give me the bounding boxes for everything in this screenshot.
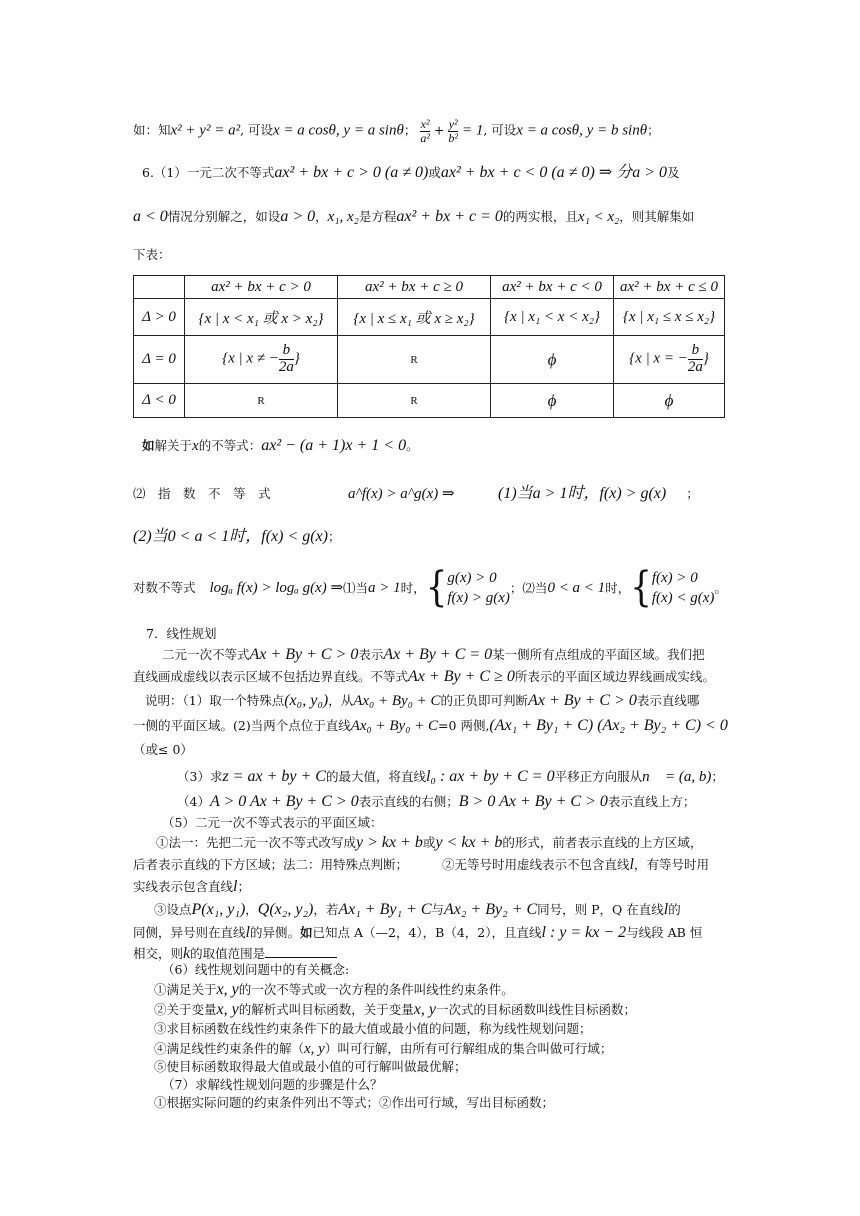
formula: (2)当0 < a < 1时，f(x) < g(x): [133, 528, 329, 545]
text: 二元一次不等式: [162, 647, 250, 662]
table-header-row: [134, 276, 725, 299]
formula: y < kx + b: [435, 834, 503, 851]
text: 表示直线的右侧；: [358, 794, 459, 809]
text: ⑵ 指 数 不 等 式: [133, 486, 271, 501]
denominator: 2a: [278, 359, 294, 375]
formula: ax² + bx + c = 0: [396, 208, 503, 225]
para-line: ①根据实际问题的约束条件列出不等式；②作出可行域，写出目标函数；: [154, 1095, 555, 1110]
formula: Ax₁ + By₁ + C: [338, 901, 432, 918]
para-line: [154, 1000, 636, 1020]
text: ，: [245, 902, 258, 917]
para-line: ③求目标函数在线性约束条件下的最大值或最小值的问题，称为线性规划问题；: [154, 1021, 592, 1036]
formula: l : y = kx − 2: [541, 924, 627, 941]
para-line: [133, 855, 709, 875]
text: 时，: [400, 580, 426, 596]
solution-set-table: [133, 275, 725, 418]
table-cell: ϕ: [491, 336, 614, 384]
text: 是方程: [358, 209, 397, 224]
exponential-inequality-line: [133, 484, 699, 504]
section-6-line-2: [133, 207, 694, 227]
cell-text: {x | x = −: [629, 350, 688, 367]
formula: x² + y² = a²: [170, 122, 241, 139]
formula: Ax + By + C > 0: [528, 692, 637, 709]
cell-text: }: [702, 350, 709, 367]
answer-blank: [265, 945, 337, 958]
para-line: [133, 716, 728, 736]
text: 如：知: [133, 122, 171, 138]
formula: a < 0: [133, 208, 168, 225]
formula: n⃗ = (a, b): [642, 769, 712, 785]
condition: f(x) > g(x): [447, 590, 510, 607]
section-7-title: 7．线性规划: [146, 626, 217, 641]
example-inequality-line: [142, 436, 419, 456]
log-inequality-line: [133, 564, 727, 613]
table-cell: [185, 336, 338, 384]
formula: x = a cosθ, y = b sinθ: [516, 122, 648, 139]
formula: z = ax + by + C: [222, 768, 326, 785]
formula: y > kx + b: [356, 834, 423, 851]
text: ，则其解集如: [619, 209, 695, 224]
para-line: （6）线性规划问题中的有关概念:: [162, 962, 350, 977]
left-brace: {: [630, 564, 652, 613]
para-line: [154, 900, 681, 920]
text: 或: [422, 835, 436, 850]
para-line: （7）求解线性规划问题的步骤是什么？: [162, 1077, 383, 1092]
text: ，从: [328, 693, 354, 708]
formula: x = a cosθ, y = a sinθ: [273, 122, 404, 139]
para-line: [177, 792, 695, 812]
condition: g(x) > 0: [447, 570, 497, 586]
text: 或: [428, 165, 441, 180]
text: 同号，则 P，Q 在直线: [537, 902, 664, 917]
text: ；: [237, 879, 250, 894]
text: 的不等式：: [198, 438, 262, 453]
text: ②无等号时用虚线表示不包含直线: [442, 857, 630, 872]
para-line: （或≤ 0）: [133, 742, 193, 757]
text: （4）: [177, 794, 210, 809]
table-cell: R: [338, 384, 491, 418]
table-cell: ϕ: [614, 384, 725, 418]
text: 情况分别解之，如设: [167, 209, 281, 224]
text: 后者表示直线的下方区域；法二：用特殊点判断；: [133, 857, 409, 872]
table-cell: {x | x ≤ x₁ 或 x ≥ x₂}: [338, 299, 491, 336]
table-header: ax² + bx + c > 0: [185, 276, 338, 299]
row-label: Δ < 0: [134, 384, 185, 418]
text: 的正负即可判断: [440, 693, 529, 708]
para-line: [156, 833, 702, 853]
text: 的解析式叫目标函数，关于变量: [238, 1002, 414, 1017]
formula: 0 < a < 1: [547, 579, 606, 596]
text: 某一侧所有点组成的平面区域。我们把: [492, 647, 705, 662]
text: 的两实根，且: [502, 209, 578, 224]
text: 解关于: [154, 438, 193, 453]
condition: f(x) < g(x): [651, 590, 715, 607]
text: ④满足线性约束条件的解（: [154, 1041, 305, 1056]
text: 实线表示包含直线: [133, 879, 234, 894]
para-line: （5）二元一次不等式表示的平面区域：: [162, 815, 383, 830]
formula: B > 0 Ax + By + C > 0: [458, 793, 608, 810]
numerator: x²: [420, 117, 430, 131]
table-cell: R: [185, 384, 338, 418]
text: 如: [142, 438, 155, 453]
text: ；: [403, 122, 417, 138]
text: 的一次不等式或一次方程的条件叫线性约束条件。: [238, 982, 514, 997]
formula: l₀ : ax + by + C = 0: [425, 768, 555, 785]
fraction: [420, 118, 430, 144]
text: 一侧的平面区域。(2)当两个点位于直线: [133, 718, 351, 733]
table-row: [134, 384, 725, 418]
section-6-line-1: [142, 163, 680, 183]
numerator: y²: [448, 117, 458, 131]
para-line: [177, 767, 724, 787]
text: 与线段 AB 恒: [626, 925, 703, 940]
text: 表示: [358, 647, 384, 662]
denominator: 2a: [687, 359, 703, 375]
para-line: [162, 645, 705, 665]
cell-text: }: [293, 350, 300, 367]
text: 时，: [605, 580, 631, 596]
text: 及: [666, 165, 680, 180]
para-line: [133, 944, 337, 964]
formula: l: [663, 901, 669, 918]
formula: x, y: [413, 1001, 436, 1018]
table-cell: [614, 336, 725, 384]
text: ③设点: [154, 902, 192, 917]
formula: = 1: [461, 122, 484, 139]
text: （3）求: [177, 769, 223, 784]
text: 与: [431, 902, 445, 917]
cell-text: {x | x ≠ −: [222, 350, 279, 367]
text: ；: [711, 769, 724, 784]
numerator: b: [688, 343, 703, 360]
denominator: b²: [448, 130, 458, 145]
table-cell: {x | x < x₁ 或 x > x₂}: [185, 299, 338, 336]
formula: x, y: [216, 1001, 239, 1018]
table-corner-cell: [134, 276, 185, 299]
formula: (Ax₁ + By₁ + C) (Ax₂ + By₂ + C) < 0: [489, 717, 728, 734]
formula: ax² + bx + c < 0 (a ≠ 0) ⇒ 分: [440, 164, 633, 181]
text: ；: [686, 486, 699, 501]
text: ⑴当: [343, 580, 369, 596]
formula: Ax₀ + By₀ + C: [353, 693, 441, 709]
row-label: Δ > 0: [134, 299, 185, 336]
table-header: ax² + bx + c ≥ 0: [338, 276, 491, 299]
table-header: ax² + bx + c ≤ 0: [614, 276, 725, 299]
formula: a > 0: [632, 164, 667, 181]
text: 的形式，前者表示直线的上方区域，: [502, 835, 703, 850]
text: 表示直线上方；: [607, 794, 696, 809]
left-brace: {: [425, 564, 448, 613]
formula: Q(x₂, y₂): [257, 901, 314, 918]
formula: logₐ f(x) > logₐ g(x) ⇒: [209, 579, 344, 596]
formula: Ax + By + C > 0: [249, 646, 359, 663]
text: 一次式的目标函数叫线性目标函数；: [435, 1002, 636, 1017]
condition-stack: [652, 568, 715, 609]
text: ①法一：先把二元一次不等式改写成: [156, 835, 357, 850]
formula: l: [629, 856, 634, 873]
text: 说明：（1）取一个特殊点: [145, 693, 285, 708]
formula: a > 1: [368, 579, 401, 596]
formula: ax² − (a + 1)x + 1 < 0: [261, 437, 407, 454]
text: , 可设: [240, 122, 274, 138]
formula: A > 0 Ax + By + C > 0: [209, 793, 359, 810]
formula: (1)当a > 1时，f(x) > g(x): [498, 485, 667, 502]
text: 对数不等式: [133, 580, 196, 596]
para-line: ⑤使目标函数取得最大值或最小值的可行解叫做最优解；: [154, 1059, 467, 1074]
table-header: ax² + bx + c < 0: [491, 276, 614, 299]
formula: x, y: [304, 1041, 325, 1057]
text: , 可设: [483, 122, 517, 138]
para-line: [133, 923, 702, 943]
text: 同侧，异号则在直线: [133, 925, 246, 940]
formula: k: [183, 945, 191, 962]
text: 的异侧。: [249, 925, 300, 940]
text: 已知点 A（—2，4），B（4，2），且直线: [312, 925, 542, 940]
formula: x₁ < x₂: [577, 209, 620, 225]
text: 平移正方向服从: [554, 769, 643, 784]
text: 表示直线哪: [636, 693, 700, 708]
text: 直线画成虚线以表示区域不包括边界直线。不等式: [133, 669, 409, 684]
condition-stack: [447, 568, 510, 609]
table-cell: R: [338, 336, 491, 384]
formula: Ax + By + C ≥ 0: [408, 668, 515, 685]
text: 如: [299, 925, 313, 940]
table-cell: {x | x₁ < x < x₂}: [491, 299, 614, 336]
text: ）叫可行解，由所有可行解组成的集合叫做可行域；: [324, 1041, 613, 1056]
text: 所表示的平面区域边界线画成实线。: [514, 669, 715, 684]
text: 的取值范围是: [190, 946, 266, 961]
table-cell: ϕ: [491, 384, 614, 418]
numerator: b: [279, 343, 294, 360]
text: 的: [668, 902, 681, 917]
text: ；: [647, 122, 660, 138]
formula: Ax₀ + By₀ + C: [350, 718, 439, 734]
text: ②关于变量: [154, 1002, 217, 1017]
fraction: [279, 343, 294, 376]
para-line: [133, 877, 250, 897]
condition: f(x) > 0: [651, 570, 698, 586]
formula: l: [245, 924, 250, 941]
fraction: [448, 118, 458, 144]
section-6-line-3: 下表：: [133, 247, 171, 262]
para-line: [133, 667, 715, 687]
table-cell: {x | x₁ ≤ x ≤ x₂}: [614, 299, 725, 336]
text: ，: [315, 209, 328, 224]
table-row: [134, 336, 725, 384]
text: ，若: [313, 902, 339, 917]
text: 。: [406, 438, 419, 453]
para-line: [145, 691, 699, 711]
exponential-inequality-line-2: [133, 527, 341, 547]
formula: l: [233, 878, 238, 895]
denominator: a²: [420, 130, 430, 145]
text: ①满足关于: [154, 982, 217, 997]
text: =0 两侧,: [438, 718, 490, 733]
text: ；: [328, 529, 341, 544]
formula: ax² + bx + c > 0 (a ≠ 0): [274, 164, 429, 181]
text: 。: [714, 580, 727, 596]
formula: Ax + By + C = 0: [383, 646, 493, 663]
row-label: Δ = 0: [134, 336, 185, 384]
example-circle-line: 如：知x² + y² = a², 可设x = a cosθ, y = a sinθ； $\frac{\text{x²}}{\text{a²}}$ + $\frac{\text{y²}}{\text{b²}}$ = 1, 可设x = a cosθ, y = b sinθ；: [133, 117, 660, 145]
formula: x, y: [216, 981, 239, 998]
formula: Ax₂ + By₂ + C: [444, 901, 538, 918]
para-line: [154, 980, 514, 1000]
formula: a > 0: [280, 208, 316, 225]
formula: (x₀, y₀): [284, 692, 329, 709]
fraction: [688, 343, 703, 376]
text: 6.（1）一元二次不等式: [142, 165, 275, 180]
text: ；⑵当: [509, 580, 548, 596]
formula: x₁, x₂: [327, 209, 359, 225]
text: 的最大值，将直线: [325, 769, 426, 784]
text: 相交，则: [133, 946, 184, 961]
para-line: [154, 1040, 612, 1059]
formula: x: [192, 438, 199, 454]
text: ，有等号时用: [633, 857, 709, 872]
formula: a^f(x) > a^g(x) ⇒: [348, 486, 455, 502]
formula: P(x₁, y₁): [191, 901, 246, 918]
table-row: [134, 299, 725, 336]
